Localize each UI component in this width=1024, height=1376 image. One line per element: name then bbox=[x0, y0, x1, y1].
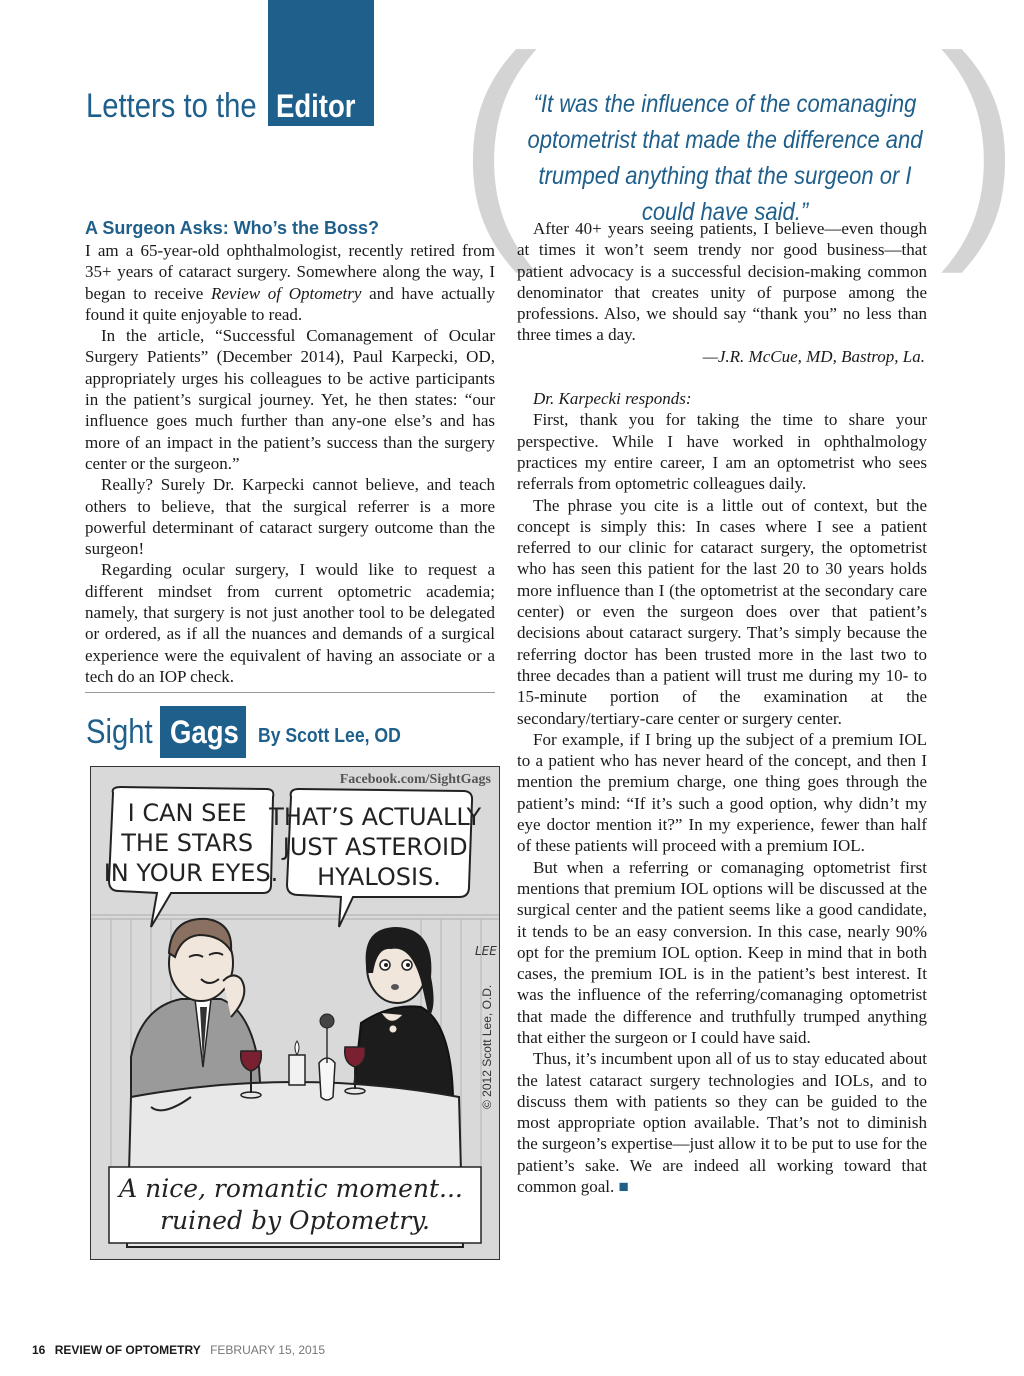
magazine-name: REVIEW OF OPTOMETRY bbox=[54, 1343, 201, 1357]
magazine-title: Review of Optometry bbox=[211, 283, 362, 303]
letter-paragraph: After 40+ years seeing patients, I believe—even though at times it won’t seem trendy nor good business—that patient advocacy is a successful decision-making common denominator that creates unity of purpose among the professions. Also, we should say “thank you” no less than three times a day. bbox=[517, 219, 927, 345]
cartoon-copyright: © 2012 Scott Lee, O.D. bbox=[480, 984, 494, 1109]
pull-quote-close-paren: ) bbox=[940, 6, 1020, 274]
response-paragraph: First, thank you for taking the time to share your perspective. While I have worked in ophthalmology practices my entire career, I am an optometrist who sees referrals from optometric colleagues daily. bbox=[517, 410, 927, 494]
cartoon-illustration bbox=[91, 767, 499, 1259]
response-paragraph: But when a referring or comanaging optometrist first mentions that premium IOL options will be discussed at the surgical center and the patient seems like a good candidate, it tends to be an easy conversion. In this case, nearly 90% opt for the premium IOL option. Keep in mind that in both cases, the premium IOL is in the patient’s best interest. It was the influence of the referring/comanaging optometrist that made the difference and truthfully trumped anything that either the surgeon or I could have said. bbox=[517, 857, 927, 1047]
pull-quote-open-paren: ( bbox=[458, 6, 538, 274]
letter-paragraph: In the article, “Successful Comanagement of Ocular Surgery Patients” (December 2014), Paul Karpecki, OD, appropriately urges his colleagues to be active participants in the patient’s surgical journey. Yet, he then states: “our influence goes much further than any-one else’s and has more of an impact in the patient’s success than the surgery center or the surgeon.” bbox=[85, 326, 495, 473]
speech-bubble-left-text bbox=[104, 799, 279, 887]
letter-paragraph: Really? Surely Dr. Karpecki cannot believe, and teach others to believe, that the surgical referrer is a more powerful determinant of cataract surgery outcome than the surgeon! bbox=[85, 475, 495, 559]
caption-line: A nice, romantic moment... bbox=[119, 1174, 463, 1203]
sight-gags-title-highlight: Gags bbox=[170, 714, 239, 750]
section-divider bbox=[85, 692, 495, 693]
bubble-left-line: IN YOUR EYES. bbox=[103, 859, 279, 887]
caption-line: ruined by Optometry. bbox=[160, 1206, 430, 1235]
response-paragraph: For example, if I bring up the subject of a premium IOL to a patient who has never heard of the concept, and then I mention the premium charge, one thing goes through the patient’s mind: “If it’s such a good option, why didn’t my eye doctor mention it?” In my experience, fewer than half of these patients will proceed with a premium IOL. bbox=[517, 729, 927, 856]
section-title-highlight: Editor bbox=[276, 88, 356, 124]
response-label: Dr. Karpecki responds: bbox=[533, 389, 692, 409]
bubble-left-line: I CAN SEE bbox=[127, 799, 247, 827]
pull-quote: “It was the influence of the comanaging optometrist that made the difference and trumped anything that the surgeon or I could have said.” bbox=[527, 90, 923, 226]
bubble-left-line: THE STARS bbox=[121, 829, 254, 857]
spacer bbox=[517, 367, 927, 388]
page-footer bbox=[32, 1342, 325, 1358]
response-paragraph: The phrase you cite is a little out of context, but the concept is simply this: In cases where I see a patient referred to our clinic for cataract surgery, the optometrist who has seen this patient for the last 20 to 30 years holds more influence than I (the optometrist at the secondary care center) or even the surgeon does over that patient’s decisions about cataract surgery. That’s simply because the referring doctor has been trusted more in the last two to three decades than a patient will trust me during my 10- to 15-minute portion of the examination at the secondary/tertiary-care center or surgery center. bbox=[517, 495, 927, 728]
section-title: Letters to the bbox=[86, 87, 257, 125]
letter-text: and have actually found it quite enjoyable to read. bbox=[85, 283, 495, 324]
cartoon bbox=[90, 766, 500, 1260]
letter-text: I am a 65-year-old ophthalmologist, recently retired from 35+ years of cataract surgery. Somewhere along the way, I began to receive bbox=[85, 241, 495, 303]
right-column bbox=[517, 218, 927, 1197]
bubble-right-line: JUST ASTEROID bbox=[282, 833, 468, 861]
letter-paragraph: Regarding ocular surgery, I would like to request a different mindset from current optometric academia; namely, that surgery is not just another tool to be delegated or ordered, as if all the nuances and demands of a surgical experience were the equivalent of having an associate or a tech do an IOP check. bbox=[85, 560, 495, 686]
left-column bbox=[85, 240, 495, 687]
end-mark-icon: ■ bbox=[618, 1177, 629, 1197]
response-paragraph bbox=[517, 1048, 927, 1197]
issue-date: FEBRUARY 15, 2015 bbox=[210, 1343, 326, 1357]
letter-heading: A Surgeon Asks: Who’s the Boss? bbox=[85, 218, 380, 238]
sight-gags-title: Sight bbox=[86, 713, 153, 751]
letter-signature: —J.R. McCue, MD, Bastrop, La. bbox=[702, 346, 925, 366]
cartoon-url: Facebook.com/SightGags bbox=[339, 772, 491, 787]
letter-paragraph bbox=[85, 240, 495, 325]
bubble-right-line: HYALOSIS. bbox=[317, 863, 441, 891]
response-text: Thus, it’s incumbent upon all of us to stay educated about the latest cataract surgery technologies and IOLs, and to discuss them with patients so they can be guided to the most appropriate option available. That’s not to diminish the surgeon’s expertise—just allow it to be put to use for the patient’s sake. We are indeed all working toward that common goal. bbox=[517, 1049, 927, 1197]
cartoon-signature: LEE bbox=[475, 944, 497, 958]
bubble-right-line: THAT’S ACTUALLY bbox=[269, 803, 482, 831]
page-number: 16 bbox=[32, 1343, 46, 1357]
sight-gags-byline: By Scott Lee, OD bbox=[258, 725, 401, 747]
